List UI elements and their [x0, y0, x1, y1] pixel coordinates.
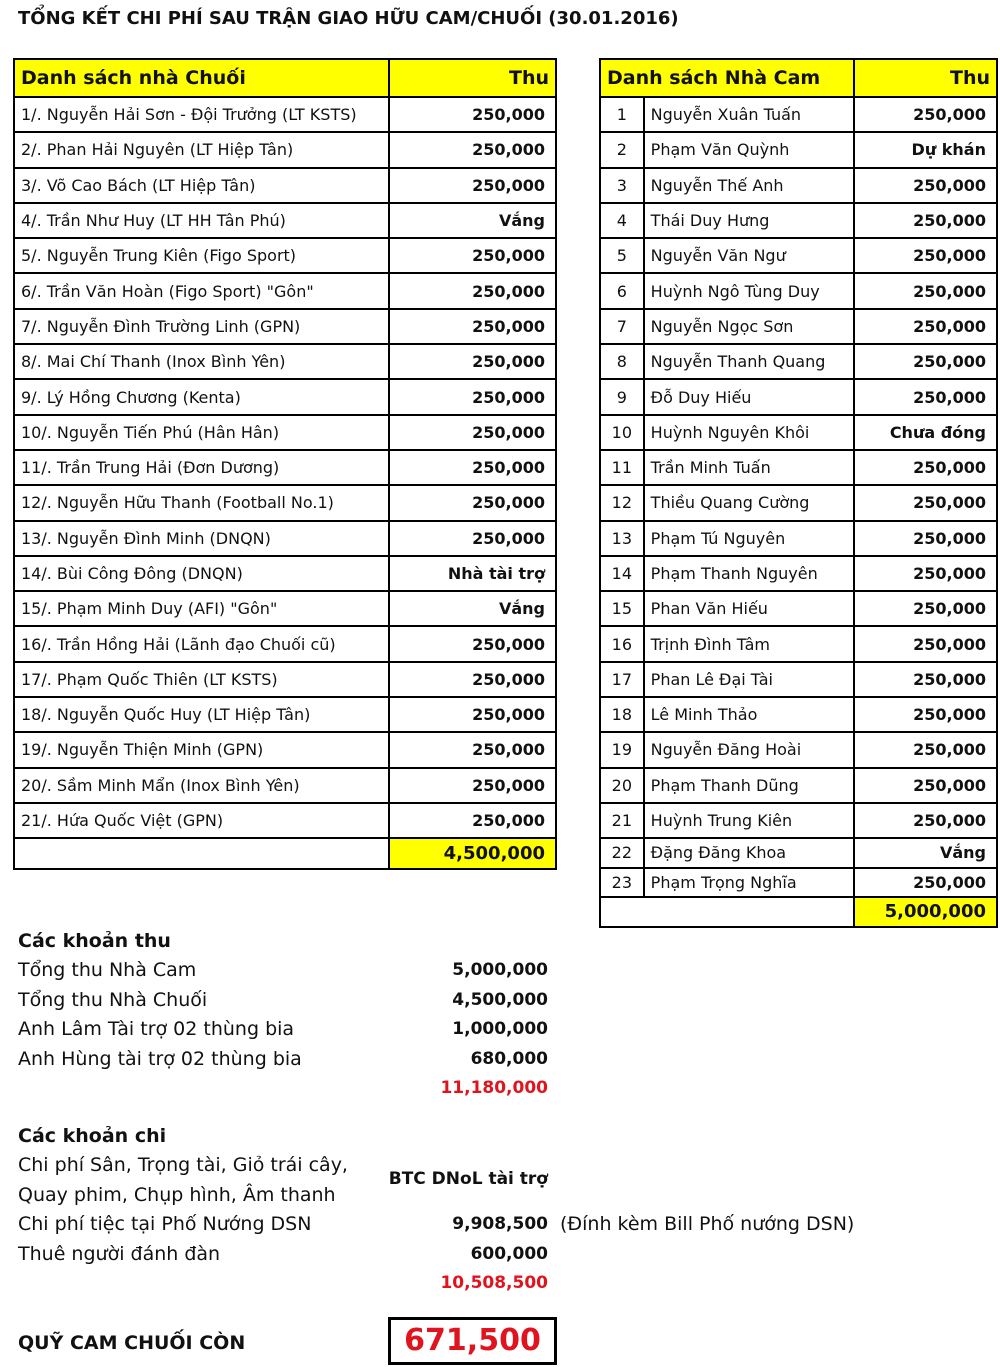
member-name: Phạm Văn Quỳnh: [644, 132, 854, 167]
table-row: [14, 132, 556, 167]
member-name: Thái Duy Hưng: [644, 203, 854, 238]
member-name: 19/. Nguyễn Thiện Minh (GPN): [14, 732, 389, 767]
sponsored-row: [18, 1151, 548, 1210]
sponsored-amount: BTC DNoL tài trợ: [388, 1169, 548, 1189]
member-amount: Vắng: [854, 838, 997, 868]
income-row: [18, 1045, 548, 1075]
table-row: [600, 697, 997, 732]
member-amount: Dự khán: [854, 132, 997, 167]
member-amount: 250,000: [854, 768, 997, 803]
member-number: 20: [600, 768, 644, 803]
table-row: [600, 626, 997, 661]
member-number: 23: [600, 868, 644, 898]
member-amount: 250,000: [389, 415, 556, 450]
member-amount: 250,000: [389, 485, 556, 520]
member-number: 3: [600, 168, 644, 203]
expense-note: (Đính kèm Bill Phố nướng DSN): [560, 1213, 855, 1235]
expense-amount: 9,908,500: [452, 1214, 548, 1234]
table-row: [14, 273, 556, 308]
table-row: [600, 168, 997, 203]
member-amount: 250,000: [854, 168, 997, 203]
table-row: [14, 238, 556, 273]
table-row: [14, 485, 556, 520]
member-amount: 250,000: [389, 626, 556, 661]
member-number: 14: [600, 556, 644, 591]
table-row: [600, 768, 997, 803]
member-amount: 250,000: [854, 379, 997, 414]
table-row: [14, 732, 556, 767]
header-name: Danh sách Nhà Cam: [600, 59, 854, 97]
member-name: 7/. Nguyễn Đình Trường Linh (GPN): [14, 309, 389, 344]
member-name: 9/. Lý Hồng Chương (Kenta): [14, 379, 389, 414]
table-row: [14, 203, 556, 238]
member-name: Trịnh Đình Tâm: [644, 626, 854, 661]
member-amount: Chưa đóng: [854, 415, 997, 450]
table-row: [600, 97, 997, 132]
member-amount: 250,000: [389, 662, 556, 697]
member-amount: 250,000: [854, 309, 997, 344]
table-row: [600, 379, 997, 414]
member-name: Phan Lê Đại Tài: [644, 662, 854, 697]
member-amount: 250,000: [854, 662, 997, 697]
income-total: 11,180,000: [440, 1078, 548, 1098]
member-amount: 250,000: [389, 132, 556, 167]
sponsored-line-1: Chi phí Sân, Trọng tài, Giỏ trái cây,: [18, 1154, 348, 1176]
member-name: 12/. Nguyễn Hữu Thanh (Football No.1): [14, 485, 389, 520]
table-header: [14, 59, 556, 97]
table-row: [600, 132, 997, 167]
member-name: Phạm Trọng Nghĩa: [644, 868, 854, 898]
table-row: [600, 803, 997, 838]
member-name: Phạm Tú Nguyên: [644, 521, 854, 556]
member-name: 5/. Nguyễn Trung Kiên (Figo Sport): [14, 238, 389, 273]
member-amount: 250,000: [854, 868, 997, 898]
table-row: [600, 203, 997, 238]
member-name: Lê Minh Thảo: [644, 697, 854, 732]
income-row: [18, 956, 548, 986]
page-title: TỔNG KẾT CHI PHÍ SAU TRẬN GIAO HỮU CAM/CHUỐI (30.01.2016): [18, 8, 679, 29]
member-amount: 250,000: [854, 203, 997, 238]
member-name: 11/. Trần Trung Hải (Đơn Dương): [14, 450, 389, 485]
member-name: Huỳnh Nguyên Khôi: [644, 415, 854, 450]
member-name: Đặng Đăng Khoa: [644, 838, 854, 868]
income-label: Tổng thu Nhà Cam: [18, 959, 197, 981]
member-number: 6: [600, 273, 644, 308]
table-row: [14, 450, 556, 485]
member-amount: 250,000: [854, 626, 997, 661]
member-amount: 250,000: [854, 238, 997, 273]
table-row: [600, 732, 997, 767]
member-name: Phạm Thanh Dũng: [644, 768, 854, 803]
member-name: 13/. Nguyễn Đình Minh (DNQN): [14, 521, 389, 556]
table-row: [14, 521, 556, 556]
member-amount: 250,000: [854, 273, 997, 308]
table-row: [14, 591, 556, 626]
expense-total-row: [18, 1269, 548, 1299]
member-name: 8/. Mai Chí Thanh (Inox Bình Yên): [14, 344, 389, 379]
member-amount: 250,000: [389, 97, 556, 132]
income-total-row: [18, 1074, 548, 1104]
member-number: 22: [600, 838, 644, 868]
cam-total: 5,000,000: [854, 897, 997, 927]
table-row: [14, 379, 556, 414]
member-amount: 250,000: [389, 521, 556, 556]
member-name: Đỗ Duy Hiếu: [644, 379, 854, 414]
expense-row: [18, 1210, 855, 1240]
member-number: 9: [600, 379, 644, 414]
member-name: 2/. Phan Hải Nguyên (LT Hiệp Tân): [14, 132, 389, 167]
member-amount: 250,000: [854, 97, 997, 132]
member-name: 16/. Trần Hồng Hải (Lãnh đạo Chuối cũ): [14, 626, 389, 661]
table-row: [14, 556, 556, 591]
member-name: Phan Văn Hiếu: [644, 591, 854, 626]
chuoi-team-table: [13, 58, 557, 870]
member-name: Nguyễn Thế Anh: [644, 168, 854, 203]
table-row: [600, 868, 997, 898]
member-amount: 250,000: [389, 344, 556, 379]
cam-team-table: [599, 58, 998, 928]
table-row: [600, 238, 997, 273]
member-amount: 250,000: [854, 803, 997, 838]
member-number: 15: [600, 591, 644, 626]
member-name: 10/. Nguyễn Tiến Phú (Hân Hân): [14, 415, 389, 450]
table-row: [14, 662, 556, 697]
expense-label: Thuê người đánh đàn: [18, 1242, 221, 1265]
table-row: [14, 768, 556, 803]
fund-label: QUỸ CAM CHUỐI CÒN: [18, 1332, 246, 1354]
header-amount: Thu: [389, 59, 556, 97]
expense-label: Chi phí tiệc tại Phố Nướng DSN: [18, 1213, 312, 1235]
member-amount: 250,000: [389, 697, 556, 732]
member-name: 6/. Trần Văn Hoàn (Figo Sport) "Gôn": [14, 273, 389, 308]
table-row: [14, 168, 556, 203]
table-row: [600, 273, 997, 308]
total-blank-cell: [600, 897, 854, 927]
member-number: 7: [600, 309, 644, 344]
table-header: [600, 59, 997, 97]
table-row: [14, 344, 556, 379]
total-row: [600, 897, 997, 927]
chuoi-total: 4,500,000: [389, 838, 556, 869]
header-name: Danh sách nhà Chuối: [14, 59, 389, 97]
expense-amount: 600,000: [470, 1243, 548, 1264]
member-number: 16: [600, 626, 644, 661]
member-amount: 250,000: [389, 238, 556, 273]
income-label: Tổng thu Nhà Chuối: [18, 988, 208, 1011]
table-row: [600, 521, 997, 556]
member-amount: 250,000: [389, 803, 556, 838]
income-row: [18, 986, 548, 1016]
member-amount: 250,000: [389, 273, 556, 308]
member-amount: 250,000: [389, 732, 556, 767]
total-row: [14, 838, 556, 869]
member-name: 4/. Trần Như Huy (LT HH Tân Phú): [14, 203, 389, 238]
income-amount: 680,000: [470, 1048, 548, 1069]
member-amount: 250,000: [854, 697, 997, 732]
table-row: [14, 97, 556, 132]
expense-total: 10,508,500: [440, 1273, 548, 1293]
member-amount: 250,000: [854, 485, 997, 520]
member-name: Huỳnh Ngô Tùng Duy: [644, 273, 854, 308]
income-amount: 1,000,000: [452, 1019, 548, 1039]
fund-amount-box: 671,500: [388, 1317, 557, 1365]
total-blank-cell: [14, 838, 389, 869]
member-number: 1: [600, 97, 644, 132]
table-row: [600, 591, 997, 626]
member-number: 10: [600, 415, 644, 450]
expense-row: [18, 1240, 548, 1270]
member-name: 14/. Bùi Công Đông (DNQN): [14, 556, 389, 591]
member-name: 21/. Hứa Quốc Việt (GPN): [14, 803, 389, 838]
member-amount: 250,000: [854, 732, 997, 767]
table-row: [600, 309, 997, 344]
member-amount: 250,000: [389, 309, 556, 344]
member-amount: Vắng: [389, 203, 556, 238]
member-number: 4: [600, 203, 644, 238]
table-row: [600, 485, 997, 520]
member-name: 20/. Sầm Minh Mẩn (Inox Bình Yên): [14, 768, 389, 803]
member-amount: 250,000: [854, 556, 997, 591]
member-amount: 250,000: [854, 521, 997, 556]
income-section: [18, 926, 548, 1104]
member-amount: Nhà tài trợ: [389, 556, 556, 591]
member-name: 1/. Nguyễn Hải Sơn - Đội Trưởng (LT KSTS): [14, 97, 389, 132]
income-label: Anh Hùng tài trợ 02 thùng bia: [18, 1047, 302, 1070]
member-amount: 250,000: [389, 379, 556, 414]
member-amount: 250,000: [389, 450, 556, 485]
member-name: 3/. Võ Cao Bách (LT Hiệp Tân): [14, 168, 389, 203]
table-row: [600, 415, 997, 450]
income-label: Anh Lâm Tài trợ 02 thùng bia: [18, 1018, 295, 1040]
member-name: Nguyễn Thanh Quang: [644, 344, 854, 379]
table-row: [600, 344, 997, 379]
table-row: [14, 415, 556, 450]
table-row: [600, 662, 997, 697]
member-amount: 250,000: [854, 591, 997, 626]
table-row: [14, 309, 556, 344]
header-amount: Thu: [854, 59, 997, 97]
member-number: 11: [600, 450, 644, 485]
member-number: 13: [600, 521, 644, 556]
table-row: [600, 838, 997, 868]
member-amount: 250,000: [389, 768, 556, 803]
member-name: Phạm Thanh Nguyên: [644, 556, 854, 591]
expense-section: [18, 1121, 855, 1299]
member-number: 8: [600, 344, 644, 379]
member-number: 18: [600, 697, 644, 732]
member-number: 19: [600, 732, 644, 767]
member-name: Nguyễn Đăng Hoài: [644, 732, 854, 767]
income-amount: 4,500,000: [452, 989, 548, 1010]
member-name: Nguyễn Ngọc Sơn: [644, 309, 854, 344]
income-row: [18, 1015, 548, 1045]
member-amount: 250,000: [854, 450, 997, 485]
expense-title: Các khoản chi: [18, 1125, 167, 1147]
member-number: 21: [600, 803, 644, 838]
table-row: [600, 450, 997, 485]
member-name: 17/. Phạm Quốc Thiên (LT KSTS): [14, 662, 389, 697]
table-row: [14, 697, 556, 732]
table-row: [600, 556, 997, 591]
member-name: Trần Minh Tuấn: [644, 450, 854, 485]
table-row: [14, 803, 556, 838]
member-name: Nguyễn Xuân Tuấn: [644, 97, 854, 132]
member-number: 5: [600, 238, 644, 273]
member-name: 15/. Phạm Minh Duy (AFI) "Gôn": [14, 591, 389, 626]
income-amount: 5,000,000: [452, 960, 548, 980]
sponsored-line-2: Quay phim, Chụp hình, Âm thanh: [18, 1183, 336, 1206]
member-number: 2: [600, 132, 644, 167]
member-number: 12: [600, 485, 644, 520]
member-name: Huỳnh Trung Kiên: [644, 803, 854, 838]
member-name: Thiều Quang Cường: [644, 485, 854, 520]
member-name: Nguyễn Văn Ngư: [644, 238, 854, 273]
member-amount: Vắng: [389, 591, 556, 626]
income-title: Các khoản thu: [18, 930, 171, 952]
member-amount: 250,000: [854, 344, 997, 379]
member-number: 17: [600, 662, 644, 697]
member-name: 18/. Nguyễn Quốc Huy (LT Hiệp Tân): [14, 697, 389, 732]
table-row: [14, 626, 556, 661]
member-amount: 250,000: [389, 168, 556, 203]
